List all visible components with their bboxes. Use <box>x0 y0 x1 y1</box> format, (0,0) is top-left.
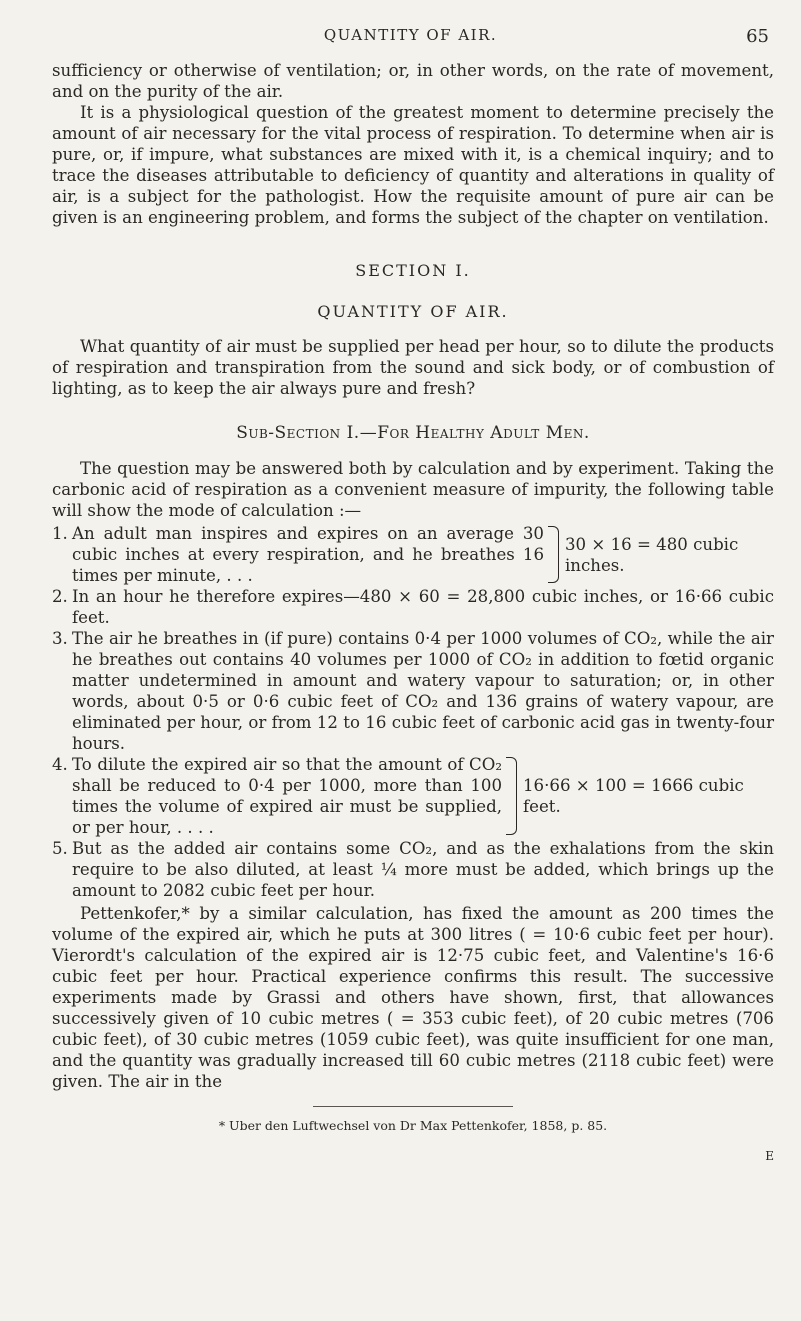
footnote-rule <box>313 1106 513 1107</box>
running-head <box>52 26 769 50</box>
step-result: 30 × 16 = 480 cubic inches. <box>565 534 739 575</box>
subsection-heading: Sub-Section I.—For Healthy Adult Men. <box>236 423 590 443</box>
step-result: 16·66 × 100 = 1666 cubic feet. <box>523 776 744 816</box>
calculation-table <box>52 523 774 901</box>
intro-paragraph: sufficiency or otherwise of ventilation; or, in other words, on the rate of movement, and on the purity of the air. <box>52 61 774 101</box>
signature-mark: E <box>765 1149 774 1163</box>
closing-paragraph: Pettenkofer,* by a similar calculation, has fixed the amount as 200 times the volume of the expired air, which he puts at 300 litres ( = 10·6 cubic feet per hour). Vierordt's calculation of the expired air is 12·75 cubic feet, and Valentine's 16·6 cubic feet per hour. Practical experience confirms this result. The successive experiments made by Grassi and others have shown, first, that allowances successively given of 10 cubic metres ( = 353 cubic feet), of 20 cubic metres (706 cubic feet), of 30 cubic metres (1059 cubic feet), was quite insufficient for one man, and the quantity was gradually increased till 60 cubic metres (2118 cubic feet) were given. The air in the <box>52 904 774 1091</box>
section-heading: SECTION I. <box>355 261 471 280</box>
calculation-step <box>52 754 774 838</box>
step-number: 2. <box>52 587 68 606</box>
calculation-step <box>52 586 774 628</box>
step-number: 5. <box>52 839 68 858</box>
step-number: 3. <box>52 629 68 648</box>
calculation-step <box>52 628 774 754</box>
calculation-step <box>52 838 774 901</box>
step-number: 4. <box>52 755 68 774</box>
brace <box>548 526 559 583</box>
brace <box>506 757 517 835</box>
page-body <box>52 60 774 1167</box>
section-question: What quantity of air must be supplied per head per hour, so to dilute the products of respiration and transpiration from the sound and sick body, or of combustion of lighting, as to keep the air always pure and fresh? <box>52 337 774 398</box>
section-title: QUANTITY OF AIR. <box>317 302 509 321</box>
step-text: An adult man inspires and expires on an average 30 cubic inches at every respiration, and he breathes 16 times per minute, . . . <box>72 524 544 585</box>
calculation-step <box>52 523 774 586</box>
running-title: QUANTITY OF AIR. <box>323 26 498 44</box>
lead-paragraph: The question may be answered both by calculation and by experiment. Taking the carbonic acid of respiration as a convenient measure of impurity, the following table will show the mode of calculation :— <box>52 459 774 520</box>
step-text: In an hour he therefore expires—480 × 60 = 28,800 cubic inches, or 16·66 cubic feet. <box>72 587 774 627</box>
step-text: But as the added air contains some CO₂, and as the exhalations from the skin require to be also diluted, at least ¼ more must be added, which brings up the amount to 2082 cubic feet per hour. <box>72 839 774 900</box>
intro-paragraph: It is a physiological question of the greatest moment to determine precisely the amount of air necessary for the vital process of respiration. To determine when air is pure, or, if impure, what substances are mixed with it, is a chemical inquiry; and to trace the diseases attributable to deficiency of quantity and alterations in quality of air, is a subject for the pathologist. How the requisite amount of pure air can be given is an engineering problem, and forms the subject of the chapter on ventilation. <box>52 103 774 227</box>
footnote: * Uber den Luftwechsel von Dr Max Pettenkofer, 1858, p. 85. <box>218 1118 608 1133</box>
step-text: The air he breathes in (if pure) contains 0·4 per 1000 volumes of CO₂, while the air he breathes out contains 40 volumes per 1000 of CO₂ in addition to fœtid organic matter undetermined in amount and watery vapour to saturation; or, in other words, about 0·5 or 0·6 cubic feet of CO₂ and 136 grains of watery vapour, are eliminated per hour, or from 12 to 16 cubic feet of carbonic acid gas in twenty-four hours. <box>72 629 774 753</box>
page-number: 65 <box>746 26 769 47</box>
step-text: To dilute the expired air so that the amount of CO₂ shall be reduced to 0·4 per 1000, more than 100 times the volume of expired air must be supplied, or per hour, . . . . <box>72 755 502 837</box>
step-number: 1. <box>52 524 68 543</box>
